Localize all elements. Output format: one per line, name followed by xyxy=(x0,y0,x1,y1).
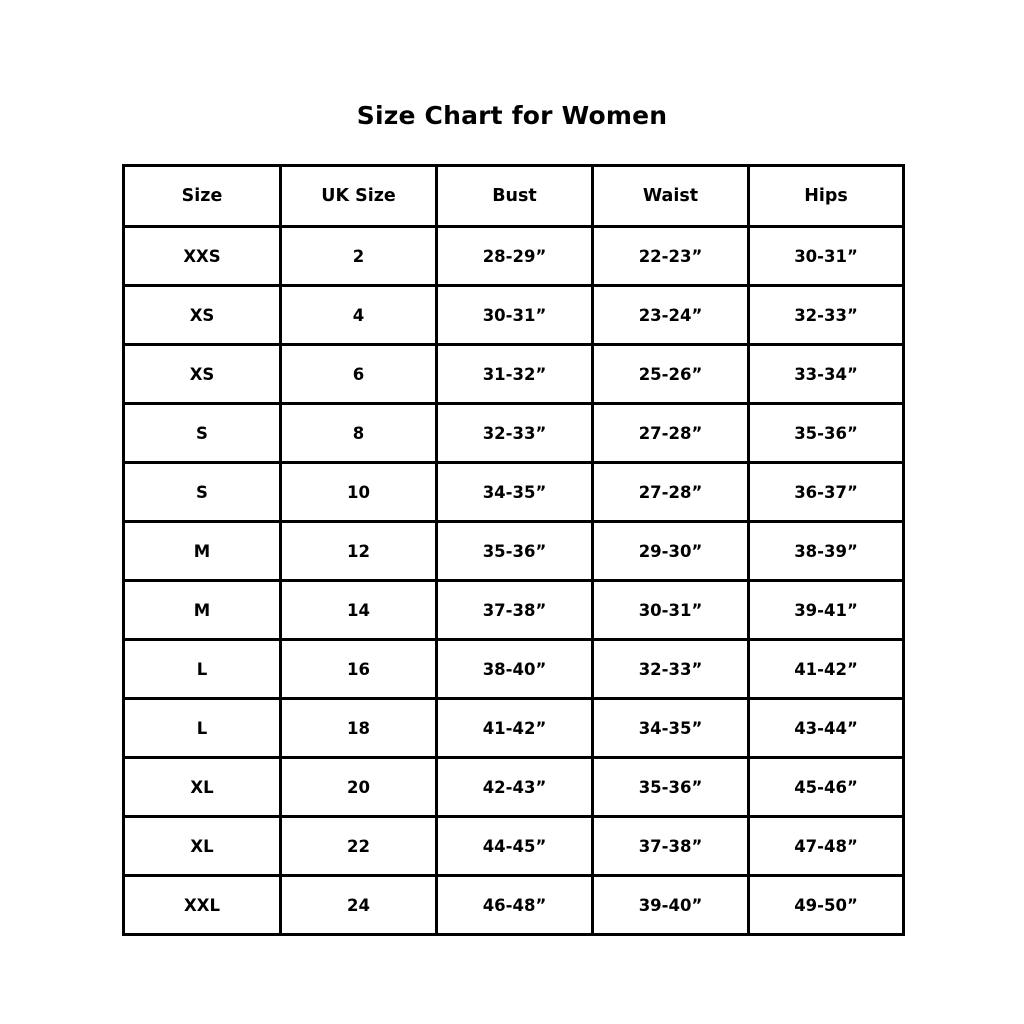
cell-bust: 37-38” xyxy=(437,581,593,640)
table-row xyxy=(124,640,904,699)
cell-waist: 30-31” xyxy=(593,581,749,640)
cell-bust: 32-33” xyxy=(437,404,593,463)
table-row xyxy=(124,817,904,876)
cell-bust: 41-42” xyxy=(437,699,593,758)
cell-size: S xyxy=(124,404,281,463)
cell-uk-size: 20 xyxy=(281,758,437,817)
cell-uk-size: 24 xyxy=(281,876,437,935)
cell-hips: 36-37” xyxy=(749,463,904,522)
table-row xyxy=(124,404,904,463)
table-row xyxy=(124,522,904,581)
cell-hips: 32-33” xyxy=(749,286,904,345)
table-row xyxy=(124,345,904,404)
cell-size: M xyxy=(124,522,281,581)
size-table xyxy=(122,164,905,936)
cell-size: L xyxy=(124,640,281,699)
cell-size: XS xyxy=(124,345,281,404)
table-row xyxy=(124,876,904,935)
cell-bust: 38-40” xyxy=(437,640,593,699)
table-row xyxy=(124,581,904,640)
size-table-container xyxy=(122,164,902,936)
column-header-bust: Bust xyxy=(437,166,593,227)
cell-waist: 32-33” xyxy=(593,640,749,699)
cell-size: S xyxy=(124,463,281,522)
cell-waist: 25-26” xyxy=(593,345,749,404)
cell-size: XL xyxy=(124,758,281,817)
cell-uk-size: 12 xyxy=(281,522,437,581)
cell-uk-size: 16 xyxy=(281,640,437,699)
cell-waist: 23-24” xyxy=(593,286,749,345)
cell-size: XXS xyxy=(124,227,281,286)
cell-size: XXL xyxy=(124,876,281,935)
cell-bust: 42-43” xyxy=(437,758,593,817)
cell-waist: 35-36” xyxy=(593,758,749,817)
cell-uk-size: 10 xyxy=(281,463,437,522)
cell-bust: 44-45” xyxy=(437,817,593,876)
cell-waist: 39-40” xyxy=(593,876,749,935)
cell-hips: 47-48” xyxy=(749,817,904,876)
cell-waist: 34-35” xyxy=(593,699,749,758)
cell-waist: 22-23” xyxy=(593,227,749,286)
cell-uk-size: 22 xyxy=(281,817,437,876)
cell-hips: 45-46” xyxy=(749,758,904,817)
cell-size: M xyxy=(124,581,281,640)
table-header xyxy=(124,166,904,227)
cell-hips: 35-36” xyxy=(749,404,904,463)
table-header-row xyxy=(124,166,904,227)
cell-bust: 34-35” xyxy=(437,463,593,522)
table-row xyxy=(124,758,904,817)
table-row xyxy=(124,286,904,345)
cell-bust: 31-32” xyxy=(437,345,593,404)
column-header-uk-size: UK Size xyxy=(281,166,437,227)
cell-hips: 30-31” xyxy=(749,227,904,286)
column-header-size: Size xyxy=(124,166,281,227)
column-header-hips: Hips xyxy=(749,166,904,227)
cell-waist: 37-38” xyxy=(593,817,749,876)
table-body xyxy=(124,227,904,935)
cell-hips: 49-50” xyxy=(749,876,904,935)
page-title: Size Chart for Women xyxy=(356,101,668,130)
table-row xyxy=(124,699,904,758)
cell-size: XL xyxy=(124,817,281,876)
cell-uk-size: 4 xyxy=(281,286,437,345)
cell-hips: 38-39” xyxy=(749,522,904,581)
cell-uk-size: 14 xyxy=(281,581,437,640)
cell-bust: 28-29” xyxy=(437,227,593,286)
table-row xyxy=(124,227,904,286)
cell-uk-size: 2 xyxy=(281,227,437,286)
cell-uk-size: 8 xyxy=(281,404,437,463)
column-header-waist: Waist xyxy=(593,166,749,227)
cell-waist: 27-28” xyxy=(593,404,749,463)
cell-size: XS xyxy=(124,286,281,345)
cell-uk-size: 6 xyxy=(281,345,437,404)
cell-hips: 33-34” xyxy=(749,345,904,404)
cell-hips: 43-44” xyxy=(749,699,904,758)
cell-uk-size: 18 xyxy=(281,699,437,758)
cell-waist: 27-28” xyxy=(593,463,749,522)
cell-waist: 29-30” xyxy=(593,522,749,581)
cell-size: L xyxy=(124,699,281,758)
table-row xyxy=(124,463,904,522)
cell-bust: 30-31” xyxy=(437,286,593,345)
cell-bust: 46-48” xyxy=(437,876,593,935)
cell-hips: 39-41” xyxy=(749,581,904,640)
cell-hips: 41-42” xyxy=(749,640,904,699)
cell-bust: 35-36” xyxy=(437,522,593,581)
